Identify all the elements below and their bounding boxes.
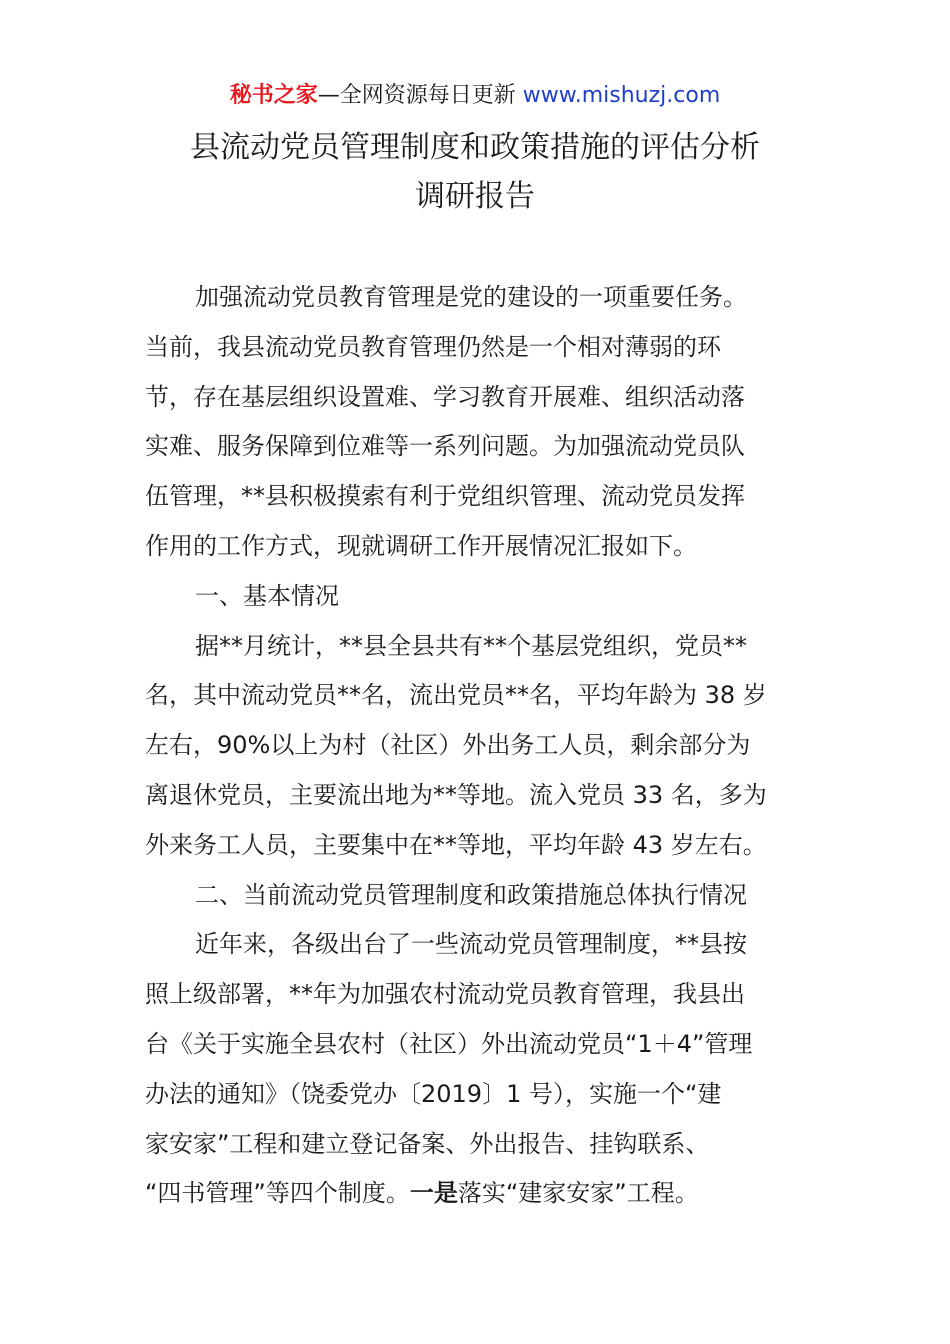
section-heading-2: 二、当前流动党员管理制度和政策措施总体执行情况 bbox=[195, 880, 747, 909]
document-title-line-2: 调研报告 bbox=[415, 179, 535, 214]
body-line-last bbox=[145, 1169, 807, 1219]
last-line-part-2: 落实“建家安家”工程。 bbox=[457, 1179, 699, 1208]
body-line: 据**月统计，**县全县共有**个基层党组织，党员** bbox=[195, 631, 747, 660]
body-line: 台《关于实施全县农村（社区）外出流动党员“1＋4”管理 bbox=[145, 1029, 753, 1058]
header-tagline: —全网资源每日更新 bbox=[317, 83, 516, 108]
emphasis-first: 一是 bbox=[409, 1179, 458, 1208]
body-line: 离退休党员，主要流出地为**等地。流入党员 33 名，多为 bbox=[145, 780, 767, 809]
body-line: 近年来，各级出台了一些流动党员管理制度，**县按 bbox=[195, 930, 747, 959]
body-line: 作用的工作方式，现就调研工作开展情况汇报如下。 bbox=[145, 531, 697, 560]
site-header bbox=[0, 80, 950, 112]
section-heading-1: 一、基本情况 bbox=[195, 581, 339, 610]
brand-name: 秘书之家 bbox=[229, 83, 318, 108]
body-line: 名，其中流动党员**名，流出党员**名，平均年龄为 38 岁 bbox=[145, 681, 767, 710]
body-line: 办法的通知》（饶委党办〔2019〕1 号），实施一个“建 bbox=[145, 1079, 722, 1108]
body-line: 照上级部署，**年为加强农村流动党员教育管理，我县出 bbox=[145, 980, 745, 1009]
body-line: 当前，我县流动党员教育管理仍然是一个相对薄弱的环 bbox=[145, 332, 721, 361]
last-line-part-1: “四书管理”等四个制度。 bbox=[145, 1179, 410, 1208]
document-title-line-1: 县流动党员管理制度和政策措施的评估分析 bbox=[190, 130, 760, 165]
body-line: 外来务工人员，主要集中在**等地，平均年龄 43 岁左右。 bbox=[145, 830, 767, 859]
body-line: 加强流动党员教育管理是党的建设的一项重要任务。 bbox=[195, 283, 747, 311]
body-line: 伍管理，**县积极摸索有利于党组织管理、流动党员发挥 bbox=[145, 482, 745, 511]
site-url-link[interactable]: www.mishuzj.com bbox=[522, 83, 721, 108]
body-line: 左右，90%以上为村（社区）外出务工人员，剩余部分为 bbox=[145, 731, 751, 760]
body-line: 实难、服务保障到位难等一系列问题。为加强流动党员队 bbox=[145, 432, 745, 461]
body-line: 节，存在基层组织设置难、学习教育开展难、组织活动落 bbox=[145, 382, 745, 411]
body-line: 家安家”工程和建立登记备案、外出报告、挂钩联系、 bbox=[145, 1129, 710, 1158]
document-body bbox=[145, 273, 807, 1219]
